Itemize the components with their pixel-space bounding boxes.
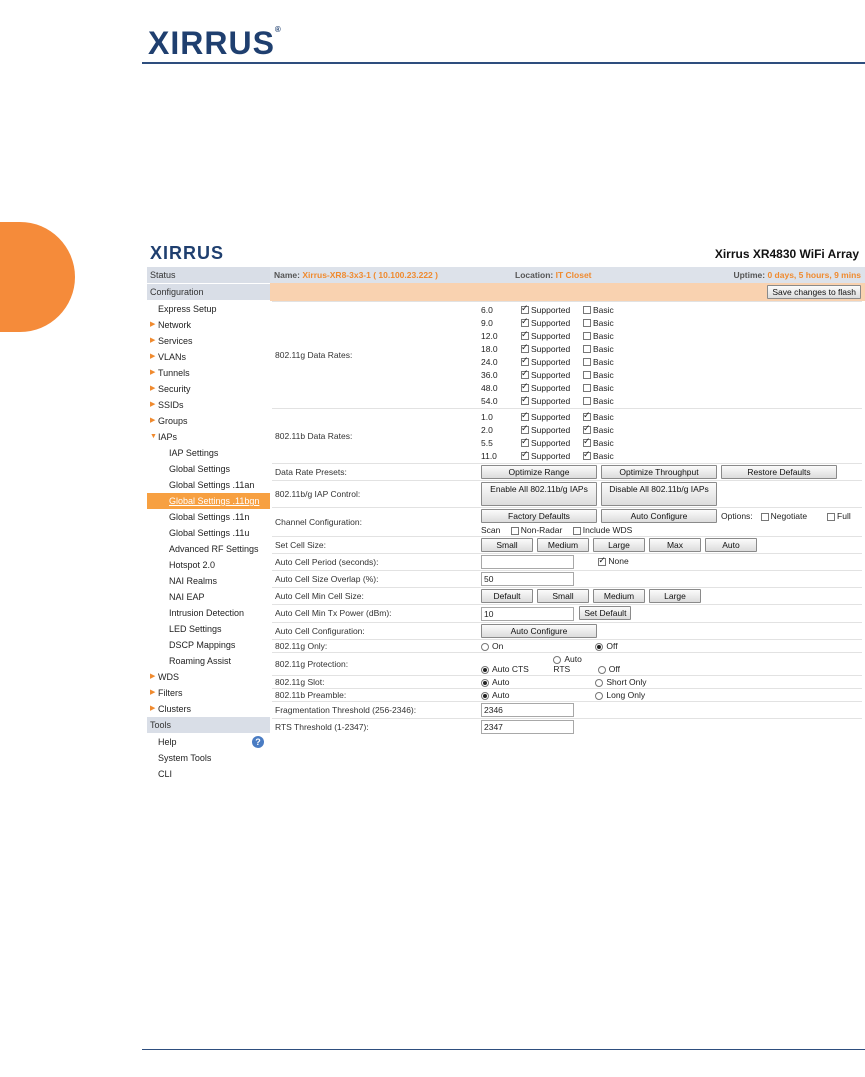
cell-overlap-input[interactable]: 50 <box>481 572 574 586</box>
info-bar <box>270 267 865 283</box>
supported-option <box>521 383 583 393</box>
options-label: Options: <box>721 511 753 521</box>
supported-label: Supported <box>531 424 571 435</box>
basic-option <box>583 318 614 328</box>
basic-option <box>583 438 614 448</box>
app-title: Xirrus XR4830 WiFi Array <box>714 247 859 261</box>
rate-row <box>481 410 859 423</box>
basic-option <box>583 305 614 315</box>
supported-checkbox[interactable] <box>521 384 529 392</box>
sidebar-item-label: Services <box>158 336 193 346</box>
g-only-off-label: Off <box>606 640 618 651</box>
basic-option <box>583 331 614 341</box>
rate-row <box>481 436 859 449</box>
scan-label: Scan <box>481 525 501 535</box>
factory-defaults-button[interactable]: Factory Defaults <box>481 509 597 523</box>
preamble-long-radio[interactable] <box>595 692 603 700</box>
supported-checkbox[interactable] <box>521 371 529 379</box>
uptime-value: 0 days, 5 hours, 9 mins <box>767 270 861 280</box>
sidebar-item-led-settings[interactable] <box>147 621 270 637</box>
sidebar-item-label: NAI EAP <box>169 592 205 602</box>
rate-value: 1.0 <box>481 411 493 422</box>
basic-checkbox[interactable] <box>583 319 591 327</box>
rate-row <box>481 394 859 407</box>
basic-option <box>583 451 614 461</box>
include-wds-checkbox[interactable] <box>573 527 581 535</box>
sidebar-item-label: NAI Realms <box>169 576 218 586</box>
basic-checkbox[interactable] <box>583 413 591 421</box>
rts-input[interactable]: 2347 <box>481 720 574 734</box>
supported-label: Supported <box>531 450 571 461</box>
doc-logo <box>148 25 282 62</box>
sidebar-item-clusters[interactable] <box>147 701 270 717</box>
sidebar-item-dscp-mappings[interactable] <box>147 637 270 653</box>
sidebar-config-list <box>147 301 270 717</box>
non-radar-checkbox[interactable] <box>511 527 519 535</box>
channel-auto-configure-button[interactable]: Auto Configure <box>601 509 717 523</box>
cell-period-row <box>272 554 862 571</box>
min-cell-medium-button[interactable]: Medium <box>593 589 645 603</box>
rates-b-row <box>272 409 862 464</box>
sidebar-status[interactable]: Status <box>147 267 270 284</box>
name-value: Xirrus-XR8-3x3-1 ( 10.100.23.222 ) <box>302 270 438 280</box>
name-info <box>274 267 438 283</box>
b-preamble-label: 802.11b Preamble: <box>272 688 478 701</box>
collapsed-arrow-icon: ▶ <box>150 321 156 328</box>
basic-label: Basic <box>593 343 614 354</box>
sidebar-item-help[interactable] <box>147 734 270 750</box>
side-tab-marker <box>0 222 75 332</box>
rate-row <box>481 316 859 329</box>
auto-cell-configure-button[interactable]: Auto Configure <box>481 624 597 638</box>
rate-value: 18.0 <box>481 343 498 354</box>
sidebar-item-global-settings-11u[interactable] <box>147 525 270 541</box>
full-label: Full <box>837 511 851 521</box>
name-label: Name: <box>274 270 300 280</box>
sidebar-item-global-settings[interactable] <box>147 461 270 477</box>
enable-all-iaps-button[interactable]: Enable All 802.11b/g IAPs <box>481 482 597 506</box>
full-scan-checkbox[interactable] <box>827 513 835 521</box>
collapsed-arrow-icon: ▶ <box>150 417 156 424</box>
supported-label: Supported <box>531 437 571 448</box>
cell-size-medium-button[interactable]: Medium <box>537 538 589 552</box>
rate-value: 6.0 <box>481 304 493 315</box>
basic-checkbox[interactable] <box>583 426 591 434</box>
g-only-label: 802.11g Only: <box>272 639 478 652</box>
doc-header-rule <box>142 62 865 64</box>
sidebar-item-roaming-assist[interactable] <box>147 653 270 669</box>
sidebar-item-express-setup[interactable] <box>147 301 270 317</box>
sidebar-item-label: Help <box>158 737 177 747</box>
sidebar-item-intrusion-detection[interactable] <box>147 605 270 621</box>
collapsed-arrow-icon: ▶ <box>150 369 156 376</box>
basic-checkbox[interactable] <box>583 439 591 447</box>
basic-option <box>583 383 614 393</box>
sidebar-item-tunnels[interactable] <box>147 365 270 381</box>
sidebar-tools-list <box>147 734 270 782</box>
cell-overlap-row <box>272 571 862 588</box>
collapsed-arrow-icon: ▶ <box>150 337 156 344</box>
supported-option <box>521 357 583 367</box>
sidebar-tools[interactable]: Tools <box>147 717 270 734</box>
basic-label: Basic <box>593 382 614 393</box>
cell-size-row <box>272 537 862 554</box>
basic-label: Basic <box>593 437 614 448</box>
g-slot-label: 802.11g Slot: <box>272 675 478 688</box>
save-to-flash-button[interactable]: Save changes to flash <box>767 285 861 299</box>
sidebar-item-cli[interactable] <box>147 766 270 782</box>
sidebar-item-services[interactable] <box>147 333 270 349</box>
protection-off-label: Off <box>608 663 620 674</box>
cell-period-label: Auto Cell Period (seconds): <box>272 554 478 571</box>
sidebar-item-nai-realms[interactable] <box>147 573 270 589</box>
screenshot-frame <box>147 241 865 791</box>
cell-size-label: Set Cell Size: <box>272 537 478 554</box>
negotiate-checkbox[interactable] <box>761 513 769 521</box>
sidebar-item-label: Global Settings .11an <box>169 480 255 490</box>
sidebar-item-network[interactable] <box>147 317 270 333</box>
iap-control-label: 802.11b/g IAP Control: <box>272 481 478 508</box>
doc-logo-text: XIRRUS <box>148 25 275 61</box>
sidebar-item-label: Roaming Assist <box>169 656 232 666</box>
optimize-throughput-button[interactable]: Optimize Throughput <box>601 465 717 479</box>
sidebar-item-security[interactable] <box>147 381 270 397</box>
basic-label: Basic <box>593 304 614 315</box>
location-label: Location: <box>515 270 554 280</box>
sidebar-item-label: WDS <box>158 672 179 682</box>
supported-checkbox[interactable] <box>521 413 529 421</box>
sidebar-item-label: Global Settings .11u <box>169 528 250 538</box>
basic-option <box>583 357 614 367</box>
sidebar-item-label: VLANs <box>158 352 187 362</box>
supported-label: Supported <box>531 411 571 422</box>
b-preamble-row <box>272 688 862 701</box>
rate-value: 54.0 <box>481 395 498 406</box>
rate-row <box>481 368 859 381</box>
g-only-row <box>272 639 862 652</box>
supported-option <box>521 370 583 380</box>
sidebar-item-label: CLI <box>158 769 173 779</box>
supported-checkbox[interactable] <box>521 306 529 314</box>
save-bar <box>270 283 865 301</box>
doc-footer-rule <box>142 1049 865 1050</box>
min-tx-label: Auto Cell Min Tx Power (dBm): <box>272 605 478 623</box>
frag-input[interactable]: 2346 <box>481 703 574 717</box>
basic-option <box>583 370 614 380</box>
g-only-off-radio[interactable] <box>595 643 603 651</box>
uptime-label: Uptime: <box>733 270 766 280</box>
auto-rts-radio[interactable] <box>553 656 561 664</box>
sidebar-item-label: Intrusion Detection <box>169 608 245 618</box>
main-panel <box>270 267 865 791</box>
location-info <box>515 267 592 283</box>
sidebar-item-nai-eap[interactable] <box>147 589 270 605</box>
supported-option <box>521 451 583 461</box>
cell-size-max-button[interactable]: Max <box>649 538 701 552</box>
sidebar-item-groups[interactable] <box>147 413 270 429</box>
supported-checkbox[interactable] <box>521 345 529 353</box>
supported-checkbox[interactable] <box>521 332 529 340</box>
sidebar-item-label: System Tools <box>158 753 212 763</box>
collapsed-arrow-icon: ▶ <box>150 385 156 392</box>
protection-off-radio[interactable] <box>598 666 606 674</box>
min-tx-row <box>272 605 862 623</box>
basic-checkbox[interactable] <box>583 452 591 460</box>
slot-short-radio[interactable] <box>595 679 603 687</box>
cell-period-none-checkbox[interactable] <box>598 558 606 566</box>
sidebar-item-label: Security <box>158 384 191 394</box>
sidebar-item-label: Global Settings <box>169 464 231 474</box>
basic-checkbox[interactable] <box>583 345 591 353</box>
slot-short-label: Short Only <box>606 676 647 687</box>
supported-label: Supported <box>531 317 571 328</box>
cell-size-small-button[interactable]: Small <box>481 538 533 552</box>
sidebar <box>147 267 270 791</box>
collapsed-arrow-icon: ▶ <box>150 401 156 408</box>
basic-label: Basic <box>593 317 614 328</box>
preamble-long-label: Long Only <box>606 689 646 700</box>
frag-label: Fragmentation Threshold (256-2346): <box>272 701 478 718</box>
sidebar-item-global-settings-11n[interactable] <box>147 509 270 525</box>
sidebar-configuration[interactable]: Configuration <box>147 284 270 301</box>
g-slot-row <box>272 675 862 688</box>
sidebar-item-label: Global Settings .11bgn <box>169 496 260 506</box>
disable-all-iaps-button[interactable]: Disable All 802.11b/g IAPs <box>601 482 717 506</box>
set-default-button[interactable]: Set Default <box>579 606 631 620</box>
expanded-arrow-icon: ▼ <box>150 433 157 440</box>
sidebar-item-ssids[interactable] <box>147 397 270 413</box>
sidebar-item-iap-settings[interactable] <box>147 445 270 461</box>
rate-value: 5.5 <box>481 437 493 448</box>
basic-label: Basic <box>593 369 614 380</box>
supported-label: Supported <box>531 356 571 367</box>
basic-label: Basic <box>593 450 614 461</box>
rate-row <box>481 329 859 342</box>
rate-value: 36.0 <box>481 369 498 380</box>
settings-table <box>272 301 862 735</box>
supported-option <box>521 396 583 406</box>
auto-rts-label: Auto RTS <box>553 653 582 674</box>
supported-option <box>521 344 583 354</box>
sidebar-item-label: Filters <box>158 688 183 698</box>
sidebar-item-wds[interactable] <box>147 669 270 685</box>
rate-row <box>481 303 859 316</box>
sidebar-item-label: Express Setup <box>158 304 217 314</box>
supported-label: Supported <box>531 395 571 406</box>
supported-checkbox[interactable] <box>521 439 529 447</box>
help-icon[interactable]: ? <box>252 736 264 748</box>
collapsed-arrow-icon: ▶ <box>150 353 156 360</box>
basic-label: Basic <box>593 395 614 406</box>
supported-label: Supported <box>531 304 571 315</box>
supported-option <box>521 425 583 435</box>
cell-period-input[interactable] <box>481 555 574 569</box>
rate-value: 12.0 <box>481 330 498 341</box>
supported-checkbox[interactable] <box>521 452 529 460</box>
preamble-auto-label: Auto <box>492 689 510 700</box>
sidebar-item-global-settings-11an[interactable] <box>147 477 270 493</box>
sidebar-item-label: SSIDs <box>158 400 184 410</box>
auto-cell-config-row <box>272 622 862 639</box>
basic-checkbox[interactable] <box>583 332 591 340</box>
sidebar-item-label: LED Settings <box>169 624 222 634</box>
slot-auto-label: Auto <box>492 676 510 687</box>
sidebar-item-filters[interactable] <box>147 685 270 701</box>
sidebar-item-system-tools[interactable] <box>147 750 270 766</box>
sidebar-item-vlans[interactable] <box>147 349 270 365</box>
non-radar-label: Non-Radar <box>520 525 563 535</box>
supported-option <box>521 412 583 422</box>
basic-option <box>583 344 614 354</box>
sidebar-item-iaps[interactable] <box>147 429 270 445</box>
optimize-range-button[interactable]: Optimize Range <box>481 465 597 479</box>
basic-checkbox[interactable] <box>583 358 591 366</box>
basic-label: Basic <box>593 330 614 341</box>
channel-row <box>272 508 862 537</box>
sidebar-item-label: Advanced RF Settings <box>169 544 259 554</box>
rate-row <box>481 449 859 462</box>
rate-row <box>481 423 859 436</box>
cell-size-auto-button[interactable]: Auto <box>705 538 757 552</box>
supported-label: Supported <box>531 330 571 341</box>
sidebar-item-label: IAP Settings <box>169 448 219 458</box>
presets-label: Data Rate Presets: <box>272 464 478 481</box>
sidebar-item-label: Tunnels <box>158 368 190 378</box>
slot-auto-radio[interactable] <box>481 679 489 687</box>
rts-label: RTS Threshold (1-2347): <box>272 718 478 735</box>
sidebar-item-hotspot-2-0[interactable] <box>147 557 270 573</box>
supported-checkbox[interactable] <box>521 358 529 366</box>
cell-period-none-label: None <box>608 556 629 567</box>
supported-option <box>521 331 583 341</box>
min-cell-small-button[interactable]: Small <box>537 589 589 603</box>
supported-checkbox[interactable] <box>521 319 529 327</box>
sidebar-item-label: DSCP Mappings <box>169 640 236 650</box>
collapsed-arrow-icon: ▶ <box>150 673 156 680</box>
basic-checkbox[interactable] <box>583 384 591 392</box>
rate-value: 2.0 <box>481 424 493 435</box>
sidebar-item-label: Network <box>158 320 192 330</box>
supported-option <box>521 438 583 448</box>
rates-b-label: 802.11b Data Rates: <box>272 409 478 464</box>
channel-label: Channel Configuration: <box>272 508 478 537</box>
supported-label: Supported <box>531 382 571 393</box>
g-only-on-label: On <box>492 640 504 651</box>
basic-checkbox[interactable] <box>583 306 591 314</box>
min-tx-input[interactable]: 10 <box>481 607 574 621</box>
min-cell-default-button[interactable]: Default <box>481 589 533 603</box>
basic-label: Basic <box>593 356 614 367</box>
min-cell-large-button[interactable]: Large <box>649 589 701 603</box>
min-cell-row <box>272 588 862 605</box>
supported-checkbox[interactable] <box>521 397 529 405</box>
sidebar-item-label: Hotspot 2.0 <box>169 560 216 570</box>
basic-checkbox[interactable] <box>583 397 591 405</box>
g-only-on-radio[interactable] <box>481 643 489 651</box>
rts-row <box>272 718 862 735</box>
include-wds-label: Include WDS <box>582 525 633 535</box>
g-protection-row <box>272 652 862 675</box>
frag-row <box>272 701 862 718</box>
sidebar-item-label: IAPs <box>158 432 178 442</box>
presets-row <box>272 464 862 481</box>
auto-cts-radio[interactable] <box>481 666 489 674</box>
rate-value: 24.0 <box>481 356 498 367</box>
sidebar-item-label: Groups <box>158 416 188 426</box>
doc-logo-mark: ® <box>274 25 282 34</box>
rates-g-list <box>478 302 862 409</box>
rates-g-row <box>272 302 862 409</box>
cell-size-large-button[interactable]: Large <box>593 538 645 552</box>
supported-checkbox[interactable] <box>521 426 529 434</box>
basic-option <box>583 425 614 435</box>
iap-control-row <box>272 481 862 508</box>
supported-option <box>521 318 583 328</box>
basic-option <box>583 396 614 406</box>
sidebar-item-label: Global Settings .11n <box>169 512 250 522</box>
rates-g-label: 802.11g Data Rates: <box>272 302 478 409</box>
collapsed-arrow-icon: ▶ <box>150 705 156 712</box>
auto-cell-config-label: Auto Cell Configuration: <box>272 622 478 639</box>
rate-row <box>481 381 859 394</box>
basic-option <box>583 412 614 422</box>
rate-row <box>481 342 859 355</box>
restore-defaults-button[interactable]: Restore Defaults <box>721 465 837 479</box>
basic-checkbox[interactable] <box>583 371 591 379</box>
auto-cts-label: Auto CTS <box>492 663 529 674</box>
g-protection-label: 802.11g Protection: <box>272 652 478 675</box>
rates-b-list <box>478 409 862 464</box>
sidebar-item-advanced-rf-settings[interactable] <box>147 541 270 557</box>
rate-value: 11.0 <box>481 450 497 461</box>
basic-label: Basic <box>593 411 614 422</box>
min-cell-label: Auto Cell Min Cell Size: <box>272 588 478 605</box>
rate-row <box>481 355 859 368</box>
cell-overlap-label: Auto Cell Size Overlap (%): <box>272 571 478 588</box>
negotiate-label: Negotiate <box>770 511 808 521</box>
sidebar-item-global-settings-11bgn[interactable] <box>147 493 270 509</box>
rate-value: 9.0 <box>481 317 493 328</box>
location-value: IT Closet <box>555 270 592 280</box>
supported-option <box>521 305 583 315</box>
rate-value: 48.0 <box>481 382 498 393</box>
sidebar-item-label: Clusters <box>158 704 192 714</box>
preamble-auto-radio[interactable] <box>481 692 489 700</box>
uptime-info <box>733 267 861 283</box>
collapsed-arrow-icon: ▶ <box>150 689 156 696</box>
app-logo: XIRRUS <box>150 243 225 263</box>
supported-label: Supported <box>531 343 571 354</box>
supported-label: Supported <box>531 369 571 380</box>
basic-label: Basic <box>593 424 614 435</box>
